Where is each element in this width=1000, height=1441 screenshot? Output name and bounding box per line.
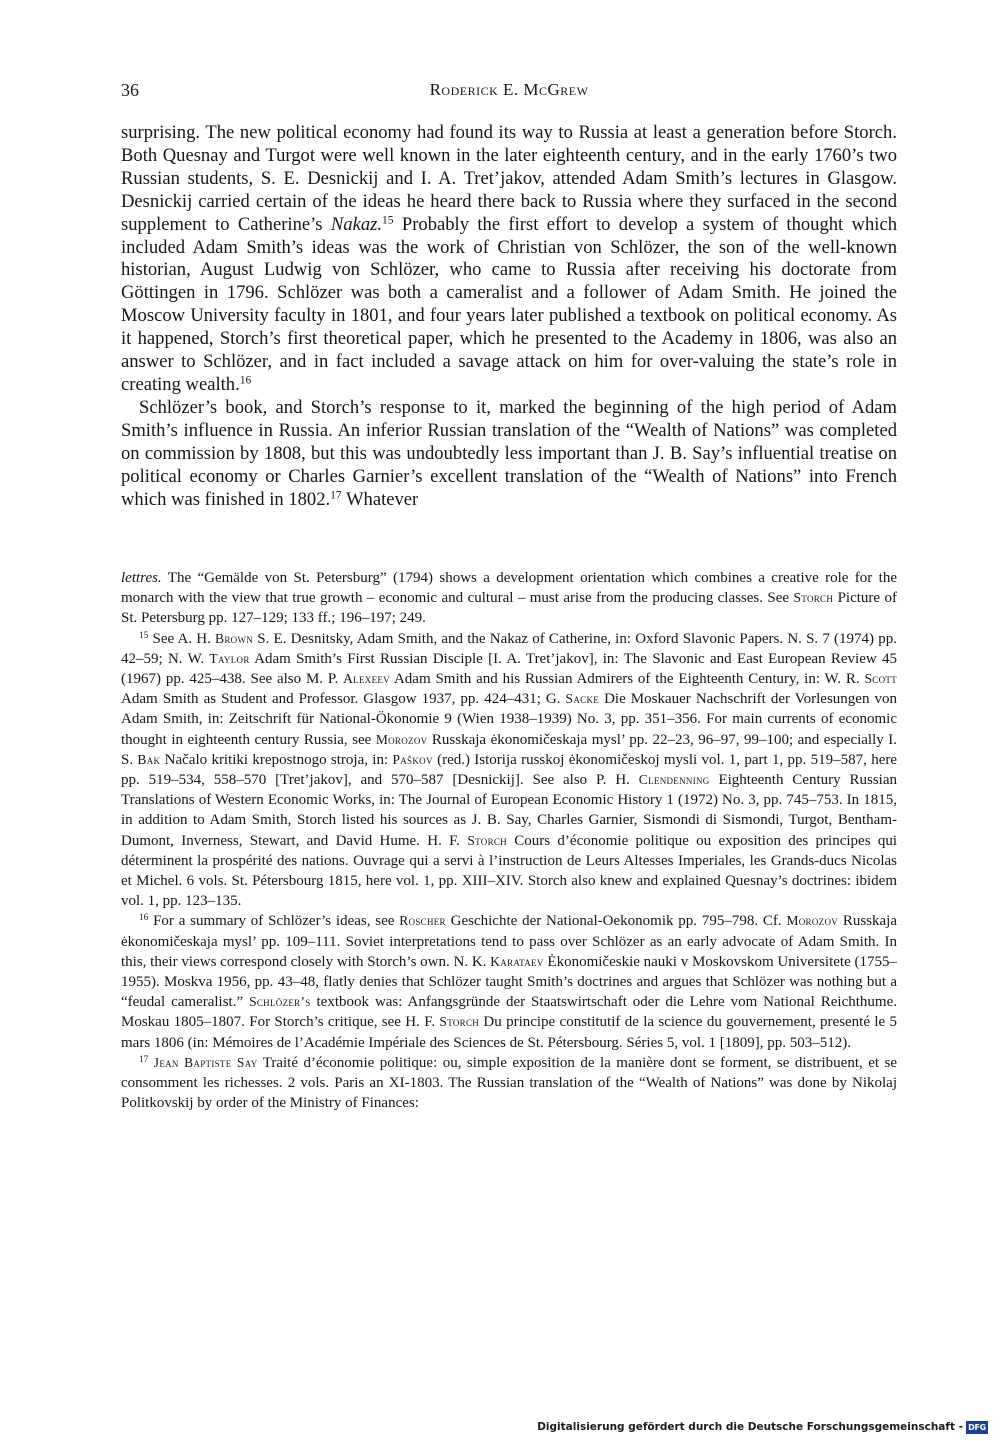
- text-run: Schlözer’s book, and Storch’s response to it, marked the beginning of the high period of Adam Smith’s influence in Russia. An inferior Russian translation of the “Wealth of Nations” was completed on commission by 1808, but this was undoubtedly less important than J. B. Say’s influential treatise on political economy or Charles Garnier’s excellent translation of the “Wealth of Nations” into French which was finished in 1802.: [121, 396, 897, 510]
- text-run: Die Moskauer Nachschrift der Vorlesungen von Adam Smith, in: Zeitschrift für National-Ökonomie 9 (Wien 1938–1939) No. 3, pp. 351–356. For main currents of economic thought in eighteenth century Russia, see: [121, 691, 897, 748]
- author-name: Scott: [864, 671, 897, 687]
- text-run: Geschichte der National-Oekonomik pp. 795–798. Cf.: [445, 913, 787, 930]
- text-run: Načalo kritiki krepostnogo stroja, in:: [160, 751, 393, 768]
- footnote-number: 17: [139, 1054, 149, 1065]
- text-run: Du principe constitutif de la science du gouvernement, presenté le 5 mars 1806 (in: Mémoires de l’Académie Impériale des Sciences de St. Pétersbourg. Séries 5, vol. 1 [1809], pp. 503–512).: [121, 1014, 897, 1051]
- text-run: Cours d’économie politique ou exposition des principes qui déterminent la prospérité des nations. Ouvrage qui a servi à l’instruction de Leurs Altesses Imperiales, les Grands-ducs Nicolas et Michel. 6 vols. St. Pétersbourg 1815, here vol. 1, pp. XIII–XIV. Storch also knew and explained Quesnay’s doctrines: ibidem vol. 1, pp. 123–135.: [121, 832, 897, 910]
- author-name: Alexeev: [343, 671, 390, 687]
- text-run: Eighteenth Century Russian Translations of Western Economic Works, in: The Journal of European Economic History 1 (1972) No. 3, pp. 745–753. In 1815, in addition to Adam Smith, Storch listed his sources as J. B. Say, Charles Garnier, Sismondi di Sismondi, Turgot, Bentham-Dumont, Inverness, Stewart, and David Hume. H. F.: [121, 772, 898, 849]
- text-run: For a summary of Schlözer’s ideas, see: [148, 913, 400, 930]
- footnotes: [121, 568, 897, 1113]
- author-name: Schlözer’s: [249, 994, 311, 1010]
- text-run: Russkaja ėkonomičeskaja mysl’ pp. 109–111. Soviet interpretations tend to pass over Schlözer as an early advocate of Adam Smith. In this, their views correspond closely with Storch’s own. N. K.: [121, 913, 898, 970]
- author-name: Morozov: [375, 731, 428, 747]
- footnote-number: 15: [139, 630, 149, 641]
- footnote-16: [121, 911, 897, 1052]
- author-name: Storch: [793, 590, 834, 606]
- footer-text: Digitalisierung gefördert durch die Deutsche Forschungsgemeinschaft -: [537, 1421, 963, 1433]
- text-run: Probably the first effort to develop a system of thought which included Adam Smith’s ideas was the work of Christian von Schlözer, the son of the well-known historian, August Ludwig von Schlözer, who came to Russia after receiving his doctorate from Göttingen in 1796. Schlözer was both a cameralist and a follower of Adam Smith. He joined the Moscow University faculty in 1801, and four years later published a textbook on political economy. As it happened, Storch’s first theoretical paper, which he presented to the Academy in 1806, was also an answer to Schlözer, and in fact included a savage attack on him for over-valuing the state’s role in creating wealth.: [121, 213, 897, 395]
- italic-word: lettres.: [121, 570, 162, 586]
- text-run: The “Gemälde von St. Petersburg” (1794) shows a development orientation which combines a creative role for the monarch with the view that true growth – economic and cultural – must arise from the producing classes. See: [121, 570, 897, 607]
- text-run: textbook was: Anfangsgründe der Staatswirtschaft oder die Lehre vom National Reichthume. Moskau 1805–1807. For Storch’s critique, see H. F.: [121, 994, 897, 1031]
- author-name: Paškov: [392, 751, 433, 767]
- author-name: Morozov: [786, 913, 839, 929]
- footnote-continuation: [121, 568, 897, 629]
- body-text: [121, 122, 897, 511]
- footnote-17: [121, 1053, 897, 1114]
- footnote-number: 16: [139, 913, 149, 924]
- author-name: Jean Baptiste Say: [153, 1054, 258, 1070]
- page-header: [121, 80, 897, 106]
- author-name: Clendenning: [638, 772, 710, 788]
- text-run: Adam Smith and his Russian Admirers of the Eighteenth Century, in: W. R.: [389, 671, 865, 688]
- text-run: surprising. The new political economy had found its way to Russia at least a generation before Storch. Both Quesnay and Turgot were well known in the later eighteenth century, and in the early 1760’s two Russian students, S. E. Desnickij and I. A. Tret’jakov, attended Adam Smith’s lectures in Glasgow. Desnickij carried certain of the ideas he heard there back to Russia where they surfaced in the second supplement to Catherine’s: [121, 122, 897, 235]
- author-name: Sacke: [565, 691, 600, 707]
- text-run: Traité d’économie politique: ou, simple exposition de la manière dont se forment, se distribuent, et se consomment les richesses. 2 vols. Paris an XI-1803. The Russian translation of the “Wealth of Nations” was done by Nikolaj Politkovskij by order of the Ministry of Finances:: [121, 1054, 898, 1112]
- italic-title: Nakaz.: [330, 213, 383, 235]
- text-run: (red.) Istorija russkoj ėkonomičeskoj mysli vol. 1, part 1, pp. 519–587, here pp. 519–534, 558–570 [Tret’jakov], and 570–587 [Desnickij]. See also P. H.: [121, 751, 898, 789]
- dfg-logo-icon: DFG: [966, 1421, 988, 1434]
- author-name: Storch: [467, 832, 507, 848]
- author-name: Roscher: [399, 913, 446, 929]
- author-name: Brown: [215, 630, 254, 646]
- text-run: Adam Smith’s First Russian Disciple [I. A. Tret’jakov], in: The Slavonic and East European Review 45 (1967) pp. 425–438. See also M. P.: [121, 650, 897, 688]
- text-run: Whatever: [341, 488, 419, 510]
- footnote-15: [121, 629, 897, 912]
- page-number: 36: [121, 80, 139, 100]
- text-run: Picture of St. Petersburg pp. 127–129; 133 ff.; 196–197; 249.: [121, 590, 897, 627]
- text-run: Russkaja ėkonomičeskaja mysl’ pp. 22–23, 96–97, 99–100; and especially I. S.: [121, 731, 897, 768]
- body-paragraph: [121, 397, 897, 512]
- running-head: Roderick E. McGrew: [429, 80, 589, 99]
- text-run: Adam Smith as Student and Professor. Glasgow 1937, pp. 424–431; G.: [121, 691, 566, 708]
- author-name: Karataev: [490, 953, 544, 969]
- author-name: Storch: [439, 1014, 480, 1030]
- digitization-footer: [537, 1419, 988, 1435]
- text-run: See A. H.: [148, 630, 216, 647]
- footnote-ref: 15: [382, 214, 394, 227]
- author-name: Bak: [137, 751, 161, 767]
- text-run: Ėkonomičeskie nauki v Moskovskom Universitete (1755–1955). Moskva 1956, pp. 43–48, flatly denies that Schlözer taught Smith’s doctrines and argues that Schlözer was nothing but a “feudal cameralist.”: [121, 953, 897, 1011]
- footnote-ref: 16: [239, 374, 252, 387]
- text-run: S. E. Desnitsky, Adam Smith, and the Nakaz of Catherine, in: Oxford Slavonic Papers. N. S. 7 (1974) pp. 42–59; N. W.: [121, 630, 897, 667]
- author-name: Taylor: [209, 650, 250, 666]
- body-paragraph: [121, 122, 897, 397]
- footnote-ref: 17: [330, 489, 342, 502]
